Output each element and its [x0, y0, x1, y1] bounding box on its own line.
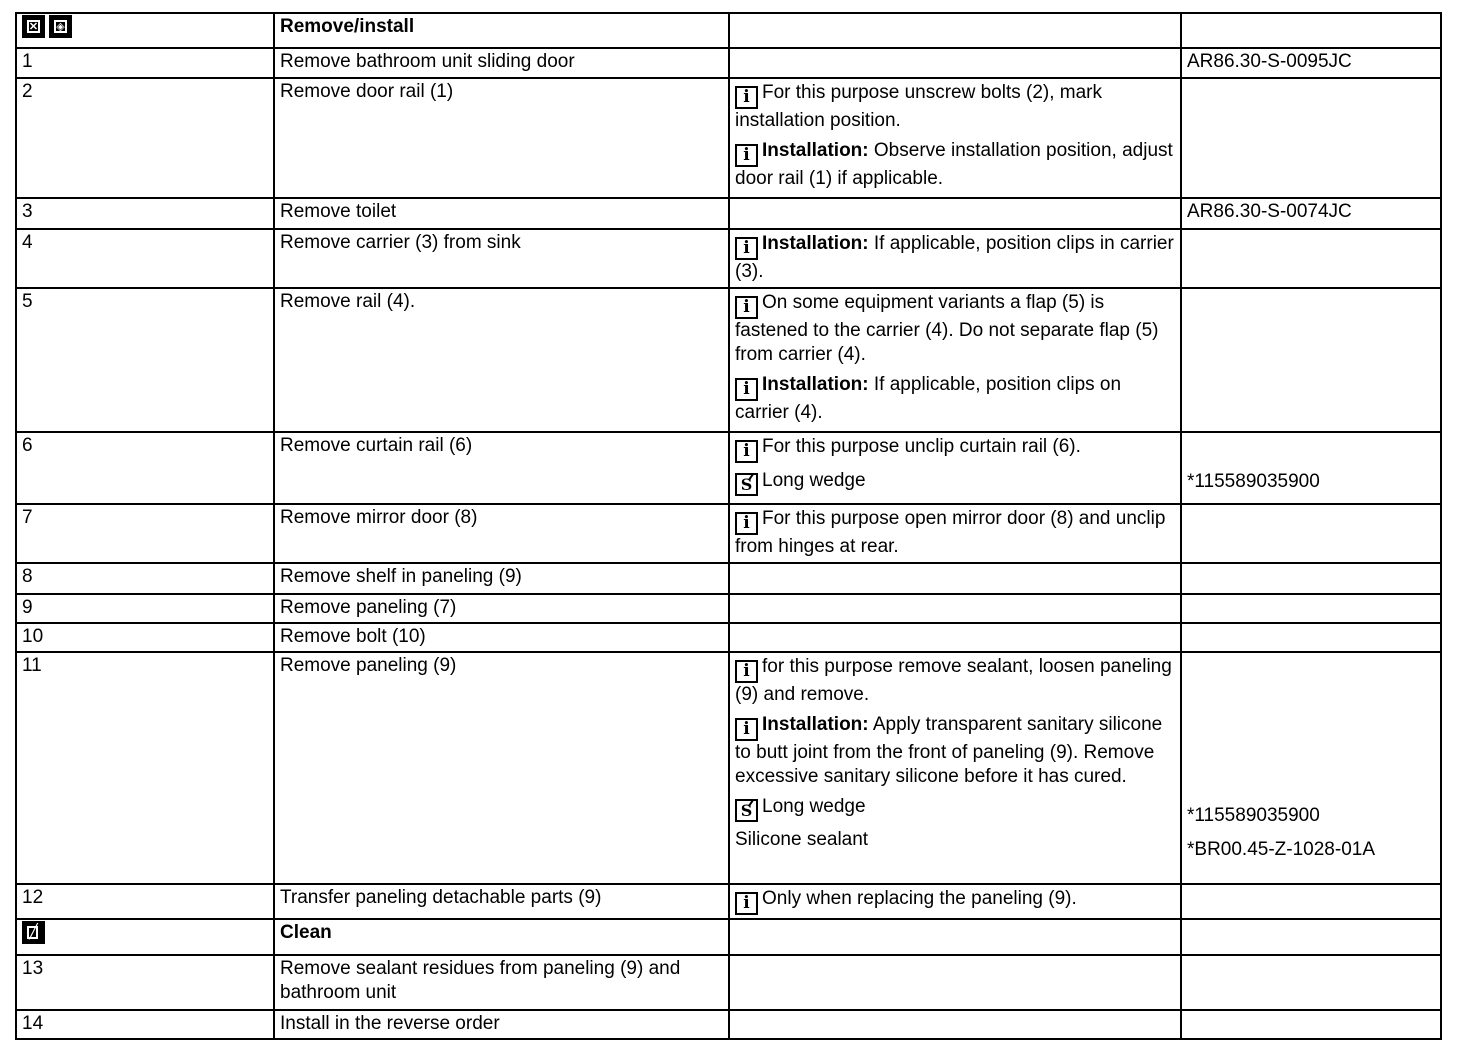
- note-text: Observe installation position, adjust door rail (1) if applicable.: [735, 140, 1173, 189]
- note-text: Long wedge: [762, 470, 866, 491]
- step-text: Remove paneling (9): [274, 652, 729, 884]
- note: [735, 435, 1175, 463]
- section-header-row: [16, 13, 1441, 48]
- notes-cell: [729, 563, 1181, 594]
- reference-cell: [1181, 594, 1441, 623]
- notes-cell: [729, 288, 1181, 432]
- notes-cell: [729, 504, 1181, 563]
- step-text: Remove bolt (10): [274, 623, 729, 652]
- note-text: For this purpose unscrew bolts (2), mark installation position.: [735, 82, 1103, 131]
- step-text: Remove bathroom unit sliding door: [274, 48, 729, 78]
- note-text: For this purpose unclip curtain rail (6).: [762, 436, 1081, 457]
- note-text: Long wedge: [762, 796, 866, 817]
- info-icon: [735, 718, 758, 741]
- note: [735, 507, 1175, 559]
- step-number: 6: [16, 432, 274, 504]
- table-row: [16, 288, 1441, 432]
- notes-cell: [729, 48, 1181, 78]
- notes-cell: [729, 432, 1181, 504]
- install-icon: [49, 15, 72, 38]
- info-icon: [735, 237, 758, 260]
- notes-cell: [729, 623, 1181, 652]
- note-text: Apply transparent sanitary silicone to butt joint from the front of paneling (9). Remove excessive sanitary silicone before it has cured.: [735, 714, 1163, 787]
- table-row: [16, 48, 1441, 78]
- note: [735, 469, 1175, 496]
- reference-cell: [1181, 432, 1441, 504]
- reference-cell: [1181, 563, 1441, 594]
- step-text: Remove paneling (7): [274, 594, 729, 623]
- table-row: [16, 884, 1441, 919]
- step-number: 14: [16, 1010, 274, 1039]
- step-number: 8: [16, 563, 274, 594]
- step-text: Install in the reverse order: [274, 1010, 729, 1039]
- note-text: Silicone sealant: [735, 829, 869, 850]
- note: [735, 139, 1175, 191]
- reference-cell: [1181, 229, 1441, 288]
- note: [735, 81, 1175, 133]
- note-text: for this purpose remove sealant, loosen paneling (9) and remove.: [735, 656, 1172, 705]
- note-label: Installation:: [762, 233, 869, 254]
- table-row: [16, 78, 1441, 198]
- reference-cell: [1181, 504, 1441, 563]
- section-title: Remove/install: [280, 16, 415, 37]
- note: [735, 795, 1175, 822]
- note-label: Installation:: [762, 714, 869, 735]
- info-icon: [735, 86, 758, 109]
- table-row: [16, 1010, 1441, 1039]
- step-number: 4: [16, 229, 274, 288]
- section-title-cell: [274, 919, 729, 955]
- step-text: Remove mirror door (8): [274, 504, 729, 563]
- notes-cell: [729, 652, 1181, 884]
- note: [735, 373, 1175, 425]
- note-label: Installation:: [762, 140, 869, 161]
- step-number: 13: [16, 955, 274, 1010]
- step-text: Remove curtain rail (6): [274, 432, 729, 504]
- reference-text: *BR00.45-Z-1028-01A: [1187, 839, 1375, 860]
- note: [735, 828, 1175, 852]
- section-title-cell: [274, 13, 729, 48]
- table-row: [16, 563, 1441, 594]
- step-number: 2: [16, 78, 274, 198]
- reference-cell: [1181, 652, 1441, 884]
- table-row: [16, 229, 1441, 288]
- reference-cell: [1181, 288, 1441, 432]
- reference-cell: [1181, 884, 1441, 919]
- note: [735, 713, 1175, 789]
- section-header-row: [16, 919, 1441, 955]
- info-icon: [735, 296, 758, 319]
- note-text: Only when replacing the paneling (9).: [762, 888, 1077, 909]
- step-number: 10: [16, 623, 274, 652]
- notes-cell: [729, 78, 1181, 198]
- table-row: [16, 432, 1441, 504]
- notes-cell: [729, 229, 1181, 288]
- note-text: For this purpose open mirror door (8) and unclip from hinges at rear.: [735, 508, 1166, 557]
- note-label: Installation:: [762, 374, 869, 395]
- section-icons-cell: [16, 919, 274, 955]
- note: [735, 887, 1175, 915]
- empty-cell: [729, 13, 1181, 48]
- step-text: Remove toilet: [274, 198, 729, 229]
- notes-cell: [729, 1010, 1181, 1039]
- table-row: [16, 623, 1441, 652]
- step-text: Remove carrier (3) from sink: [274, 229, 729, 288]
- info-icon: [735, 892, 758, 915]
- step-number: 11: [16, 652, 274, 884]
- tool-icon: [735, 473, 758, 496]
- table-row: [16, 594, 1441, 623]
- step-number: 1: [16, 48, 274, 78]
- section-title: Clean: [280, 922, 332, 943]
- reference-cell: AR86.30-S-0095JC: [1181, 48, 1441, 78]
- clean-icon: [22, 921, 45, 944]
- reference-text: *115589035900: [1187, 471, 1320, 492]
- table-row: [16, 504, 1441, 563]
- reference-text: *115589035900: [1187, 805, 1320, 826]
- step-text: Remove door rail (1): [274, 78, 729, 198]
- note: [735, 291, 1175, 367]
- info-icon: [735, 660, 758, 683]
- notes-cell: [729, 955, 1181, 1010]
- reference-cell: AR86.30-S-0074JC: [1181, 198, 1441, 229]
- note: [735, 655, 1175, 707]
- empty-cell: [1181, 919, 1441, 955]
- note-text: On some equipment variants a flap (5) is fastened to the carrier (4). Do not separate flap (5) from carrier (4).: [735, 292, 1159, 365]
- empty-cell: [729, 919, 1181, 955]
- step-number: 5: [16, 288, 274, 432]
- info-icon: [735, 144, 758, 167]
- step-text: Remove rail (4).: [274, 288, 729, 432]
- note: [735, 232, 1175, 284]
- info-icon: [735, 512, 758, 535]
- step-number: 3: [16, 198, 274, 229]
- reference-cell: [1181, 1010, 1441, 1039]
- step-number: 7: [16, 504, 274, 563]
- table-row: [16, 955, 1441, 1010]
- section-icons-cell: [16, 13, 274, 48]
- table-row: [16, 652, 1441, 884]
- tool-icon: [735, 799, 758, 822]
- table-row: [16, 198, 1441, 229]
- step-number: 9: [16, 594, 274, 623]
- notes-cell: [729, 594, 1181, 623]
- step-text: Remove shelf in paneling (9): [274, 563, 729, 594]
- reference-cell: [1181, 623, 1441, 652]
- step-text: Remove sealant residues from paneling (9) and bathroom unit: [274, 955, 729, 1010]
- info-icon: [735, 440, 758, 463]
- procedure-table: [15, 12, 1442, 1040]
- notes-cell: [729, 884, 1181, 919]
- note-text: If applicable, position clips in carrier (3).: [735, 233, 1174, 282]
- notes-cell: [729, 198, 1181, 229]
- step-text: Transfer paneling detachable parts (9): [274, 884, 729, 919]
- step-number: 12: [16, 884, 274, 919]
- note-text: If applicable, position clips on carrier (4).: [735, 374, 1122, 423]
- reference-cell: [1181, 955, 1441, 1010]
- info-icon: [735, 378, 758, 401]
- reference-cell: [1181, 78, 1441, 198]
- empty-cell: [1181, 13, 1441, 48]
- remove-icon: [22, 15, 45, 38]
